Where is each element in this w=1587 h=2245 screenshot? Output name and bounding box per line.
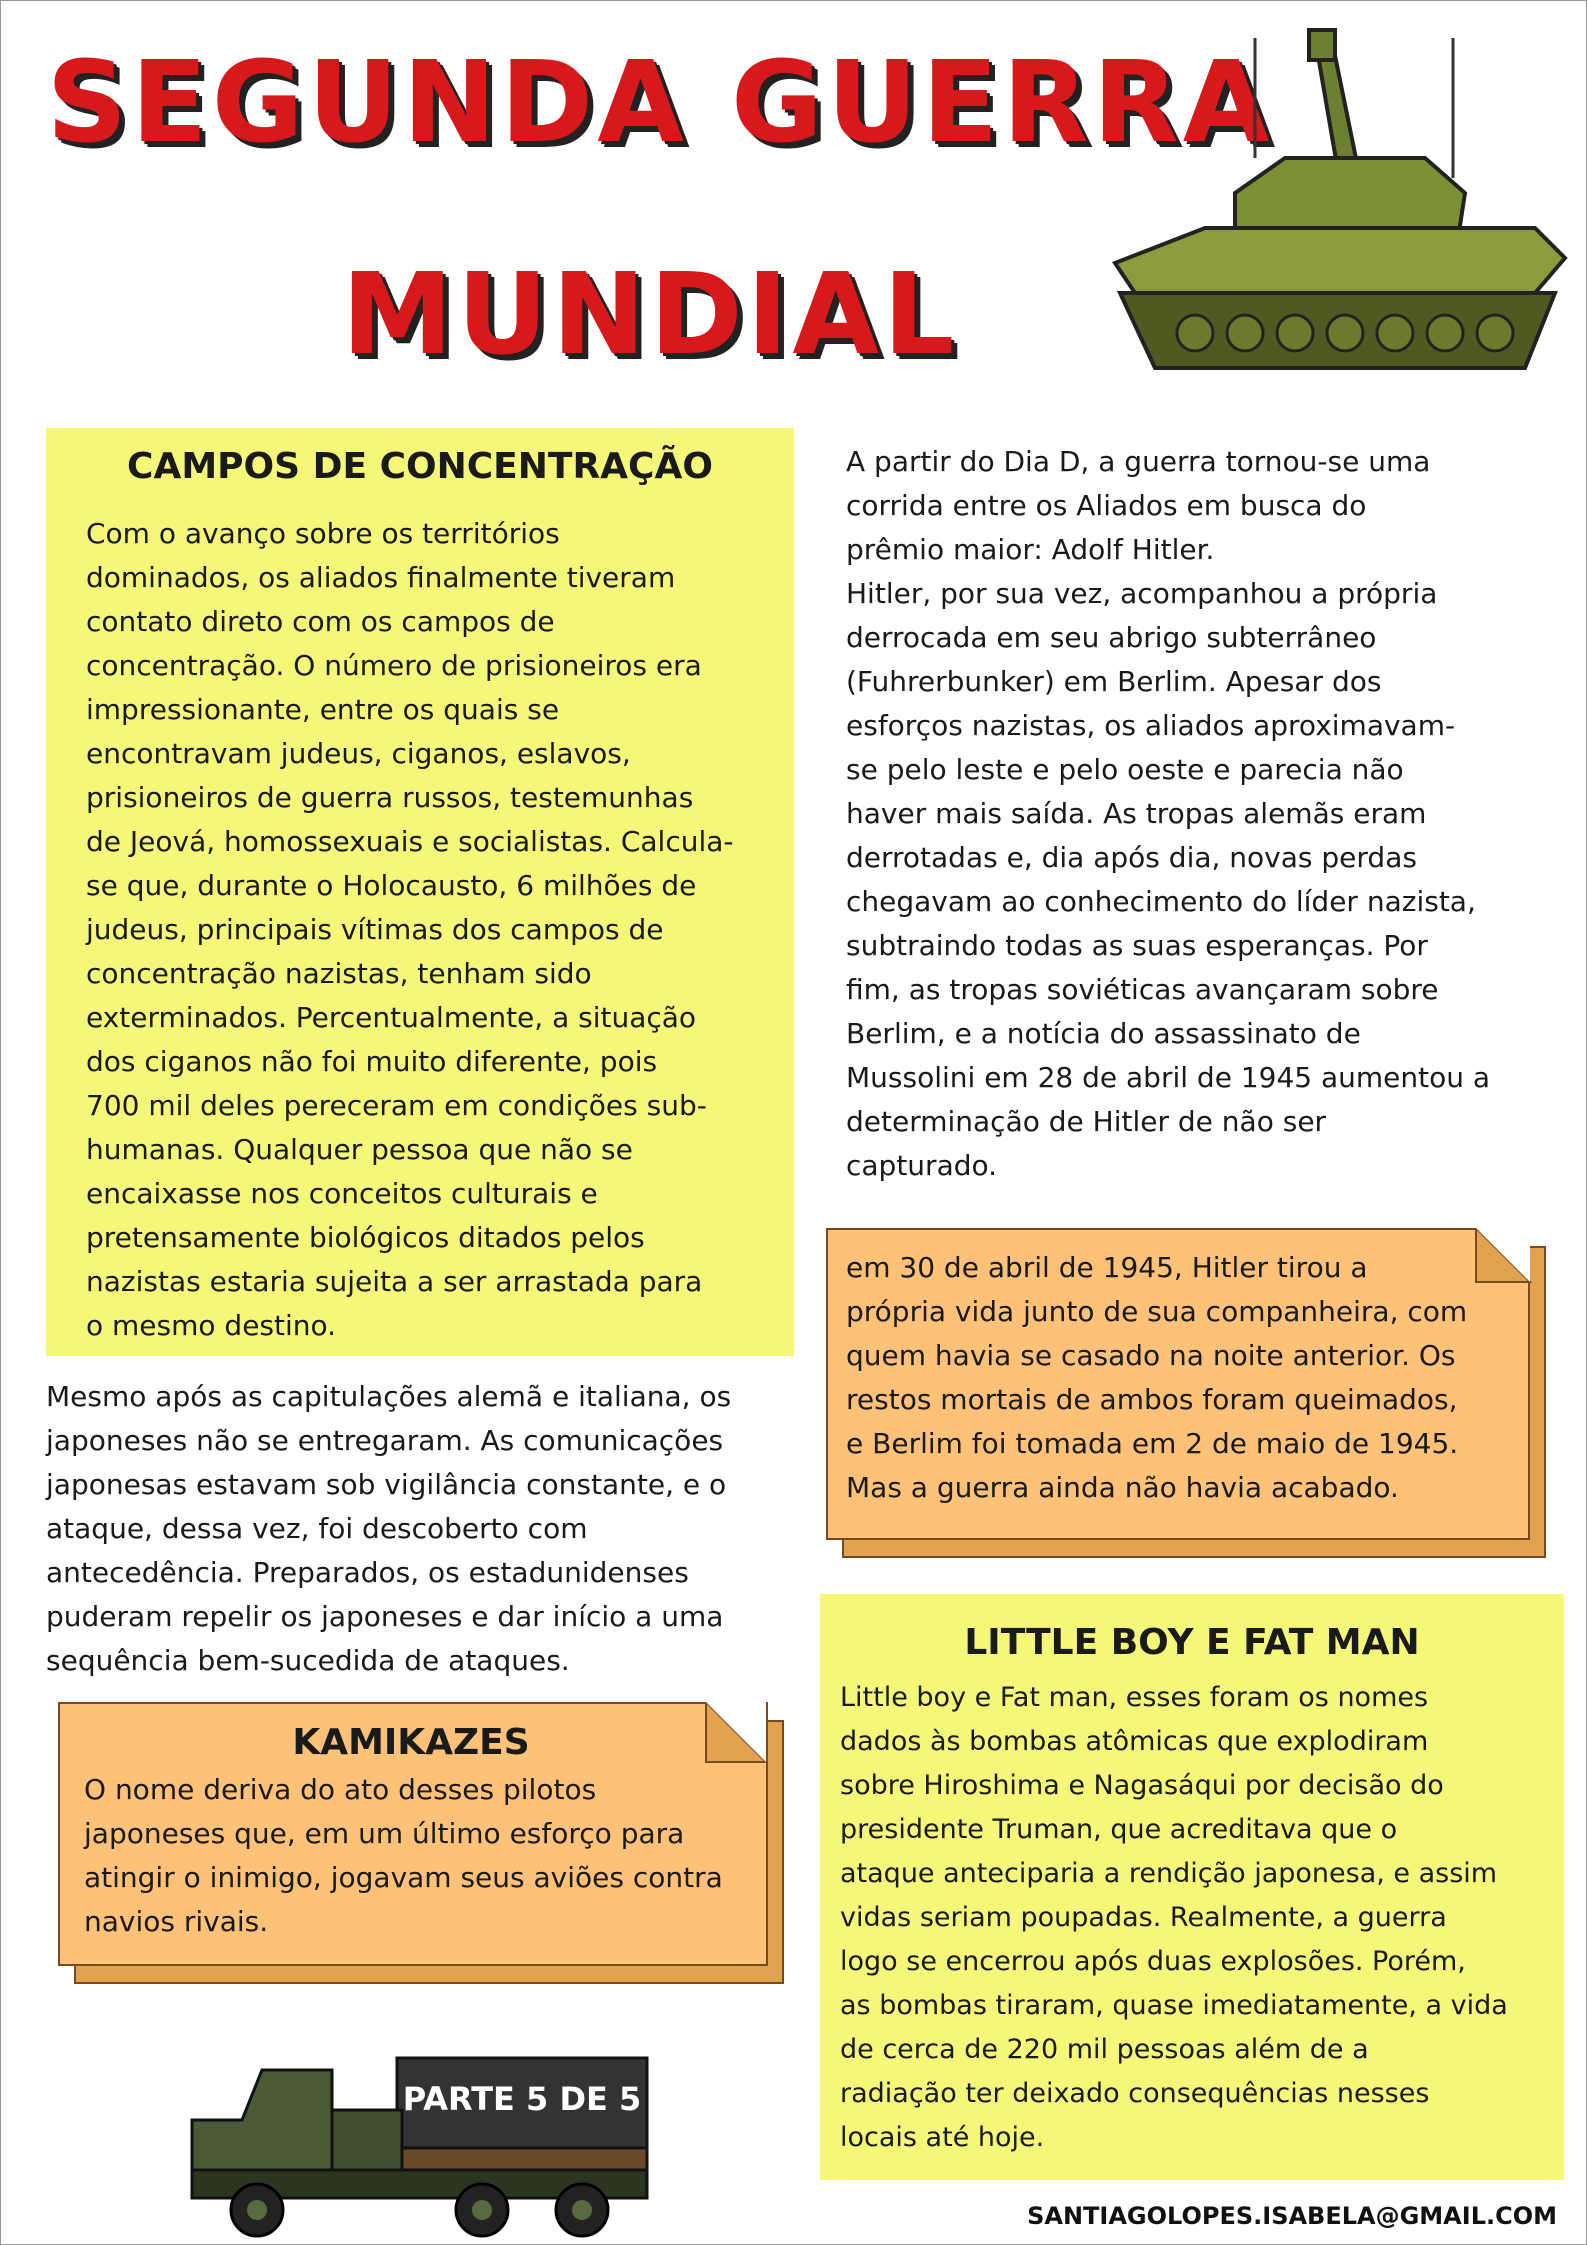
little-boy-heading: LITTLE BOY E FAT MAN	[964, 1622, 1420, 1663]
military-truck-icon	[182, 2050, 662, 2240]
japan-body: Mesmo após as capitulações alemã e italiana, os japoneses não se entregaram. As comunicações japonesas estavam sob vigilância constante, e o ataque, dessa vez, foi descoberto com antecedência. Preparados, os estadunidenses puderam repelir os japoneses e dar início a uma sequência bem-sucedida de ataques.	[46, 1380, 732, 1677]
footer-email: SANTIAGOLOPES.ISABELA@GMAIL.COM	[1027, 2202, 1557, 2230]
kamikazes-note	[58, 1702, 784, 1984]
campos-body: Com o avanço sobre os territórios dominados, os aliados finalmente tiveram contato direto com os campos de concentração. O número de prisioneiros era impressionante, entre os quais se encontravam judeus, ciganos, eslavos, prisioneiros de guerra russos, testemunhas de Jeová, homossexuais e socialistas. Calcula- se que, durante o Holocausto, 6 milhões de judeus, principais vítimas dos campos de concentração nazistas, tenham sido exterminados. Percentualmente, a situação dos ciganos não foi muito diferente, pois 700 mil deles pereceram em condições sub- humanas. Qualquer pessoa que não se encaixasse nos conceitos culturais e pretensamente biológicos ditados pelos nazistas estaria sujeita a ser arrastada para o mesmo destino.	[86, 517, 734, 1342]
campos-heading: CAMPOS DE CONCENTRAÇÃO	[127, 446, 713, 487]
tank-icon	[1095, 28, 1575, 388]
little-boy-body: Little boy e Fat man, esses foram os nomes dados às bombas atômicas que explodiram sobre Hiroshima e Nagasáqui por decisão do presidente Truman, que acreditava que o ataque anteciparia a rendição japonesa, e assim vidas seriam poupadas. Realmente, a guerra logo se encerrou após duas explosões. Porém, as bombas tiraram, quase imediatamente, a vida de cerca de 220 mil pessoas além de a radiação ter deixado consequências nesses locais até hoje.	[840, 1682, 1508, 2153]
hitler-note	[826, 1228, 1546, 1558]
hitler-note-body: em 30 de abril de 1945, Hitler tirou a própria vida junto de sua companheira, com quem havia se casado na noite anterior. Os restos mortais de ambos foram queimados, e Berlim foi tomada em 2 de maio de 1945. Mas a guerra ainda não havia acabado.	[846, 1251, 1468, 1504]
page-title-line-1: SEGUNDA GUERRA	[46, 38, 1274, 168]
dia-d-body: A partir do Dia D, a guerra tornou-se uma corrida entre os Aliados em busca do prêmio maior: Adolf Hitler. Hitler, por sua vez, acompanhou a própria derrocada em seu abrigo subterrâneo (Fuhrerbunker) em Berlim. Apesar dos esforços nazistas, os aliados aproximavam- se pelo leste e pelo oeste e parecia não haver mais saída. As tropas alemãs eram derrotadas e, dia após dia, novas perdas chegavam ao conhecimento do líder nazista, subtraindo todas as suas esperanças. Por fim, as tropas soviéticas avançaram sobre Berlim, e a notícia do assassinato de Mussolini em 28 de abril de 1945 aumentou a determinação de Hitler de não ser capturado.	[846, 445, 1491, 1182]
page-title-line-2: MUNDIAL	[341, 250, 959, 380]
kamikazes-body: O nome deriva do ato desses pilotos japoneses que, em um último esforço para atingir o inimigo, jogavam seus aviões contra navios rivais.	[84, 1773, 723, 1938]
kamikazes-heading: KAMIKAZES	[292, 1722, 530, 1763]
truck-label: PARTE 5 DE 5	[402, 2080, 642, 2118]
